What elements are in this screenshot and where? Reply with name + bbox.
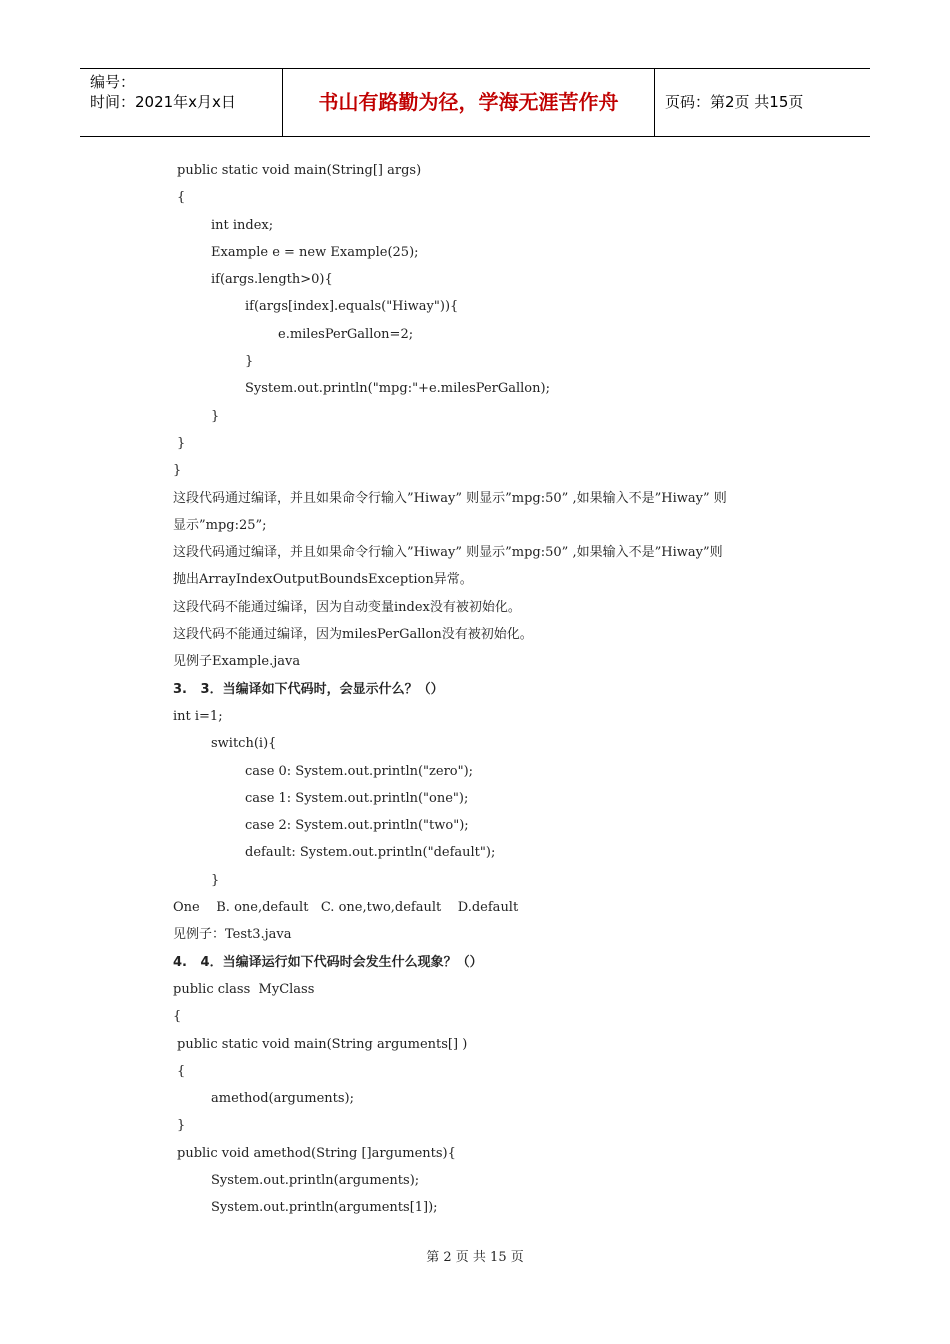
- header-page-info: 页码：第2页 共15页: [665, 93, 804, 111]
- text-line: 这段代码通过编译，并且如果命令行输入”Hiway” 则显示”mpg:50” ,如果输入不是”Hiway” 则: [173, 490, 727, 506]
- text-line: public static void main(String arguments[] ): [177, 1036, 468, 1052]
- text-line: }: [177, 1118, 186, 1134]
- text-line: public void amethod(String []arguments){: [177, 1145, 456, 1161]
- text-line: case 1: System.out.println("one");: [245, 790, 469, 806]
- text-line: Example e = new Example(25);: [211, 244, 419, 260]
- text-line: 这段代码不能通过编译，因为milesPerGallon没有被初始化。: [173, 627, 533, 643]
- header-motto: 书山有路勤为径，学海无涯苦作舟: [282, 69, 655, 136]
- text-line: int index;: [211, 217, 274, 233]
- text-line: amethod(arguments);: [211, 1091, 354, 1107]
- page-footer: 第 2 页 共 15 页: [426, 1250, 524, 1265]
- text-line: System.out.println("mpg:"+e.milesPerGallon);: [245, 381, 550, 397]
- text-line: 这段代码不能通过编译，因为自动变量index没有被初始化。: [173, 599, 521, 615]
- header-meta: [80, 69, 282, 136]
- text-line: System.out.println(arguments[1]);: [211, 1200, 438, 1216]
- text-line: System.out.println(arguments);: [211, 1172, 420, 1188]
- header-time-label: 时间：2021年x月x日: [90, 93, 236, 111]
- text-line: int i=1;: [173, 708, 223, 724]
- text-line: switch(i){: [211, 736, 277, 752]
- text-line: }: [245, 354, 254, 370]
- text-line: }: [211, 408, 220, 424]
- question-heading: 3. 3．当编译如下代码时，会显示什么？（）: [173, 681, 444, 697]
- text-line: 见例子Example.java: [173, 654, 301, 670]
- text-line: e.milesPerGallon=2;: [278, 326, 414, 342]
- text-line: 见例子：Test3.java: [173, 927, 292, 943]
- text-line: }: [173, 463, 182, 479]
- text-line: }: [211, 872, 220, 888]
- text-line: {: [177, 190, 186, 206]
- text-line: {: [173, 1009, 182, 1025]
- text-line: One B. one,default C. one,two,default D.default: [173, 900, 519, 916]
- text-line: 这段代码通过编译，并且如果命令行输入”Hiway” 则显示”mpg:50” ,如果输入不是”Hiway”则: [173, 545, 723, 561]
- text-line: public static void main(String[] args): [177, 163, 422, 178]
- document-body: [173, 157, 823, 1222]
- text-line: if(args.length>0){: [211, 272, 333, 288]
- header-number-label: 编号：: [90, 73, 136, 91]
- text-line: if(args[index].equals("Hiway")){: [245, 299, 459, 315]
- text-line: case 0: System.out.println("zero");: [245, 763, 474, 779]
- text-line: 抛出ArrayIndexOutputBoundsException异常。: [173, 572, 473, 588]
- text-line: {: [177, 1063, 186, 1079]
- page-header: [80, 68, 870, 137]
- text-line: }: [177, 435, 186, 451]
- text-line: 显示”mpg:25”;: [173, 517, 267, 533]
- question-heading: 4. 4．当编译运行如下代码时会发生什么现象？（）: [173, 954, 483, 970]
- text-line: default: System.out.println("default");: [245, 845, 496, 861]
- text-line: public class MyClass: [173, 981, 315, 997]
- text-line: case 2: System.out.println("two");: [245, 818, 469, 834]
